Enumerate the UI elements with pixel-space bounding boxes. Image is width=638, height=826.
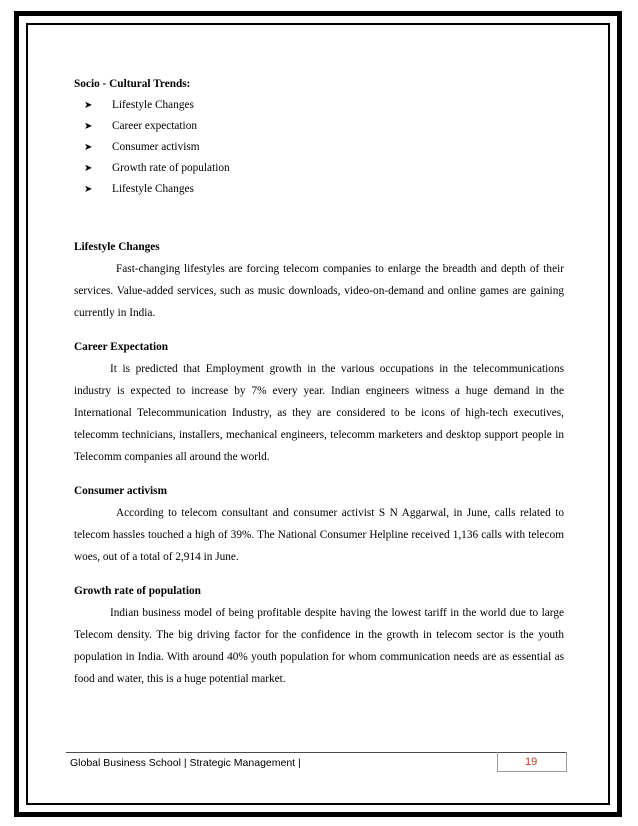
list-item: ➤ Lifestyle Changes — [84, 95, 564, 116]
section-growth-rate — [74, 580, 564, 690]
section-lifestyle-changes — [74, 236, 564, 324]
trends-heading: Socio - Cultural Trends: — [74, 78, 191, 90]
section-heading: Consumer activism — [74, 485, 167, 497]
list-item: ➤ Career expectation — [84, 116, 564, 137]
section-consumer-activism — [74, 480, 564, 568]
arrow-bullet-icon: ➤ — [84, 163, 93, 174]
footer-divider — [66, 752, 566, 753]
section-body: Fast-changing lifestyles are forcing telecom companies to enlarge the breadth and depth of their services. Value-added services, such as music downloads, video-on-demand and online games are gaining currently in India. — [74, 263, 564, 319]
section-heading: Career Expectation — [74, 341, 169, 353]
section-body: It is predicted that Employment growth in the various occupations in the telecommunications industry is expected to increase by 7% every year. Indian engineers witness a huge demand in the International Telecommunication Industry, as they are considered to be icons of high-tech executives, telecomm technicians, installers, mechanical engineers, telecomm marketers and desktop support people in Telecomm companies all around the world. — [74, 363, 564, 463]
list-item: ➤ Consumer activism — [84, 137, 564, 158]
arrow-bullet-icon: ➤ — [84, 142, 93, 153]
arrow-bullet-icon: ➤ — [84, 184, 93, 195]
section-career-expectation — [74, 336, 564, 468]
section-heading: Growth rate of population — [74, 585, 201, 597]
page-number: 19 — [525, 756, 538, 768]
list-item: ➤ Growth rate of population — [84, 158, 564, 179]
section-heading: Lifestyle Changes — [74, 241, 160, 253]
footer-text: Global Business School | Strategic Management | — [70, 757, 301, 769]
arrow-bullet-icon: ➤ — [84, 100, 93, 111]
section-body: Indian business model of being profitable despite having the lowest tariff in the world due to large Telecom density. The big driving factor for the confidence in the growth in telecom sector is the youth population in India. With around 40% youth population for whom communication needs are as essential as food and water, this is a huge potential market. — [74, 607, 564, 685]
arrow-bullet-icon: ➤ — [84, 121, 93, 132]
page-content — [74, 73, 564, 690]
trends-list — [74, 95, 564, 200]
list-item: ➤ Lifestyle Changes — [84, 179, 564, 200]
section-body: According to telecom consultant and consumer activist S N Aggarwal, in June, calls related to telecom hassles touched a high of 39%. The National Consumer Helpline received 1,136 calls with telecom woes, out of a total of 2,914 in June. — [74, 507, 564, 563]
